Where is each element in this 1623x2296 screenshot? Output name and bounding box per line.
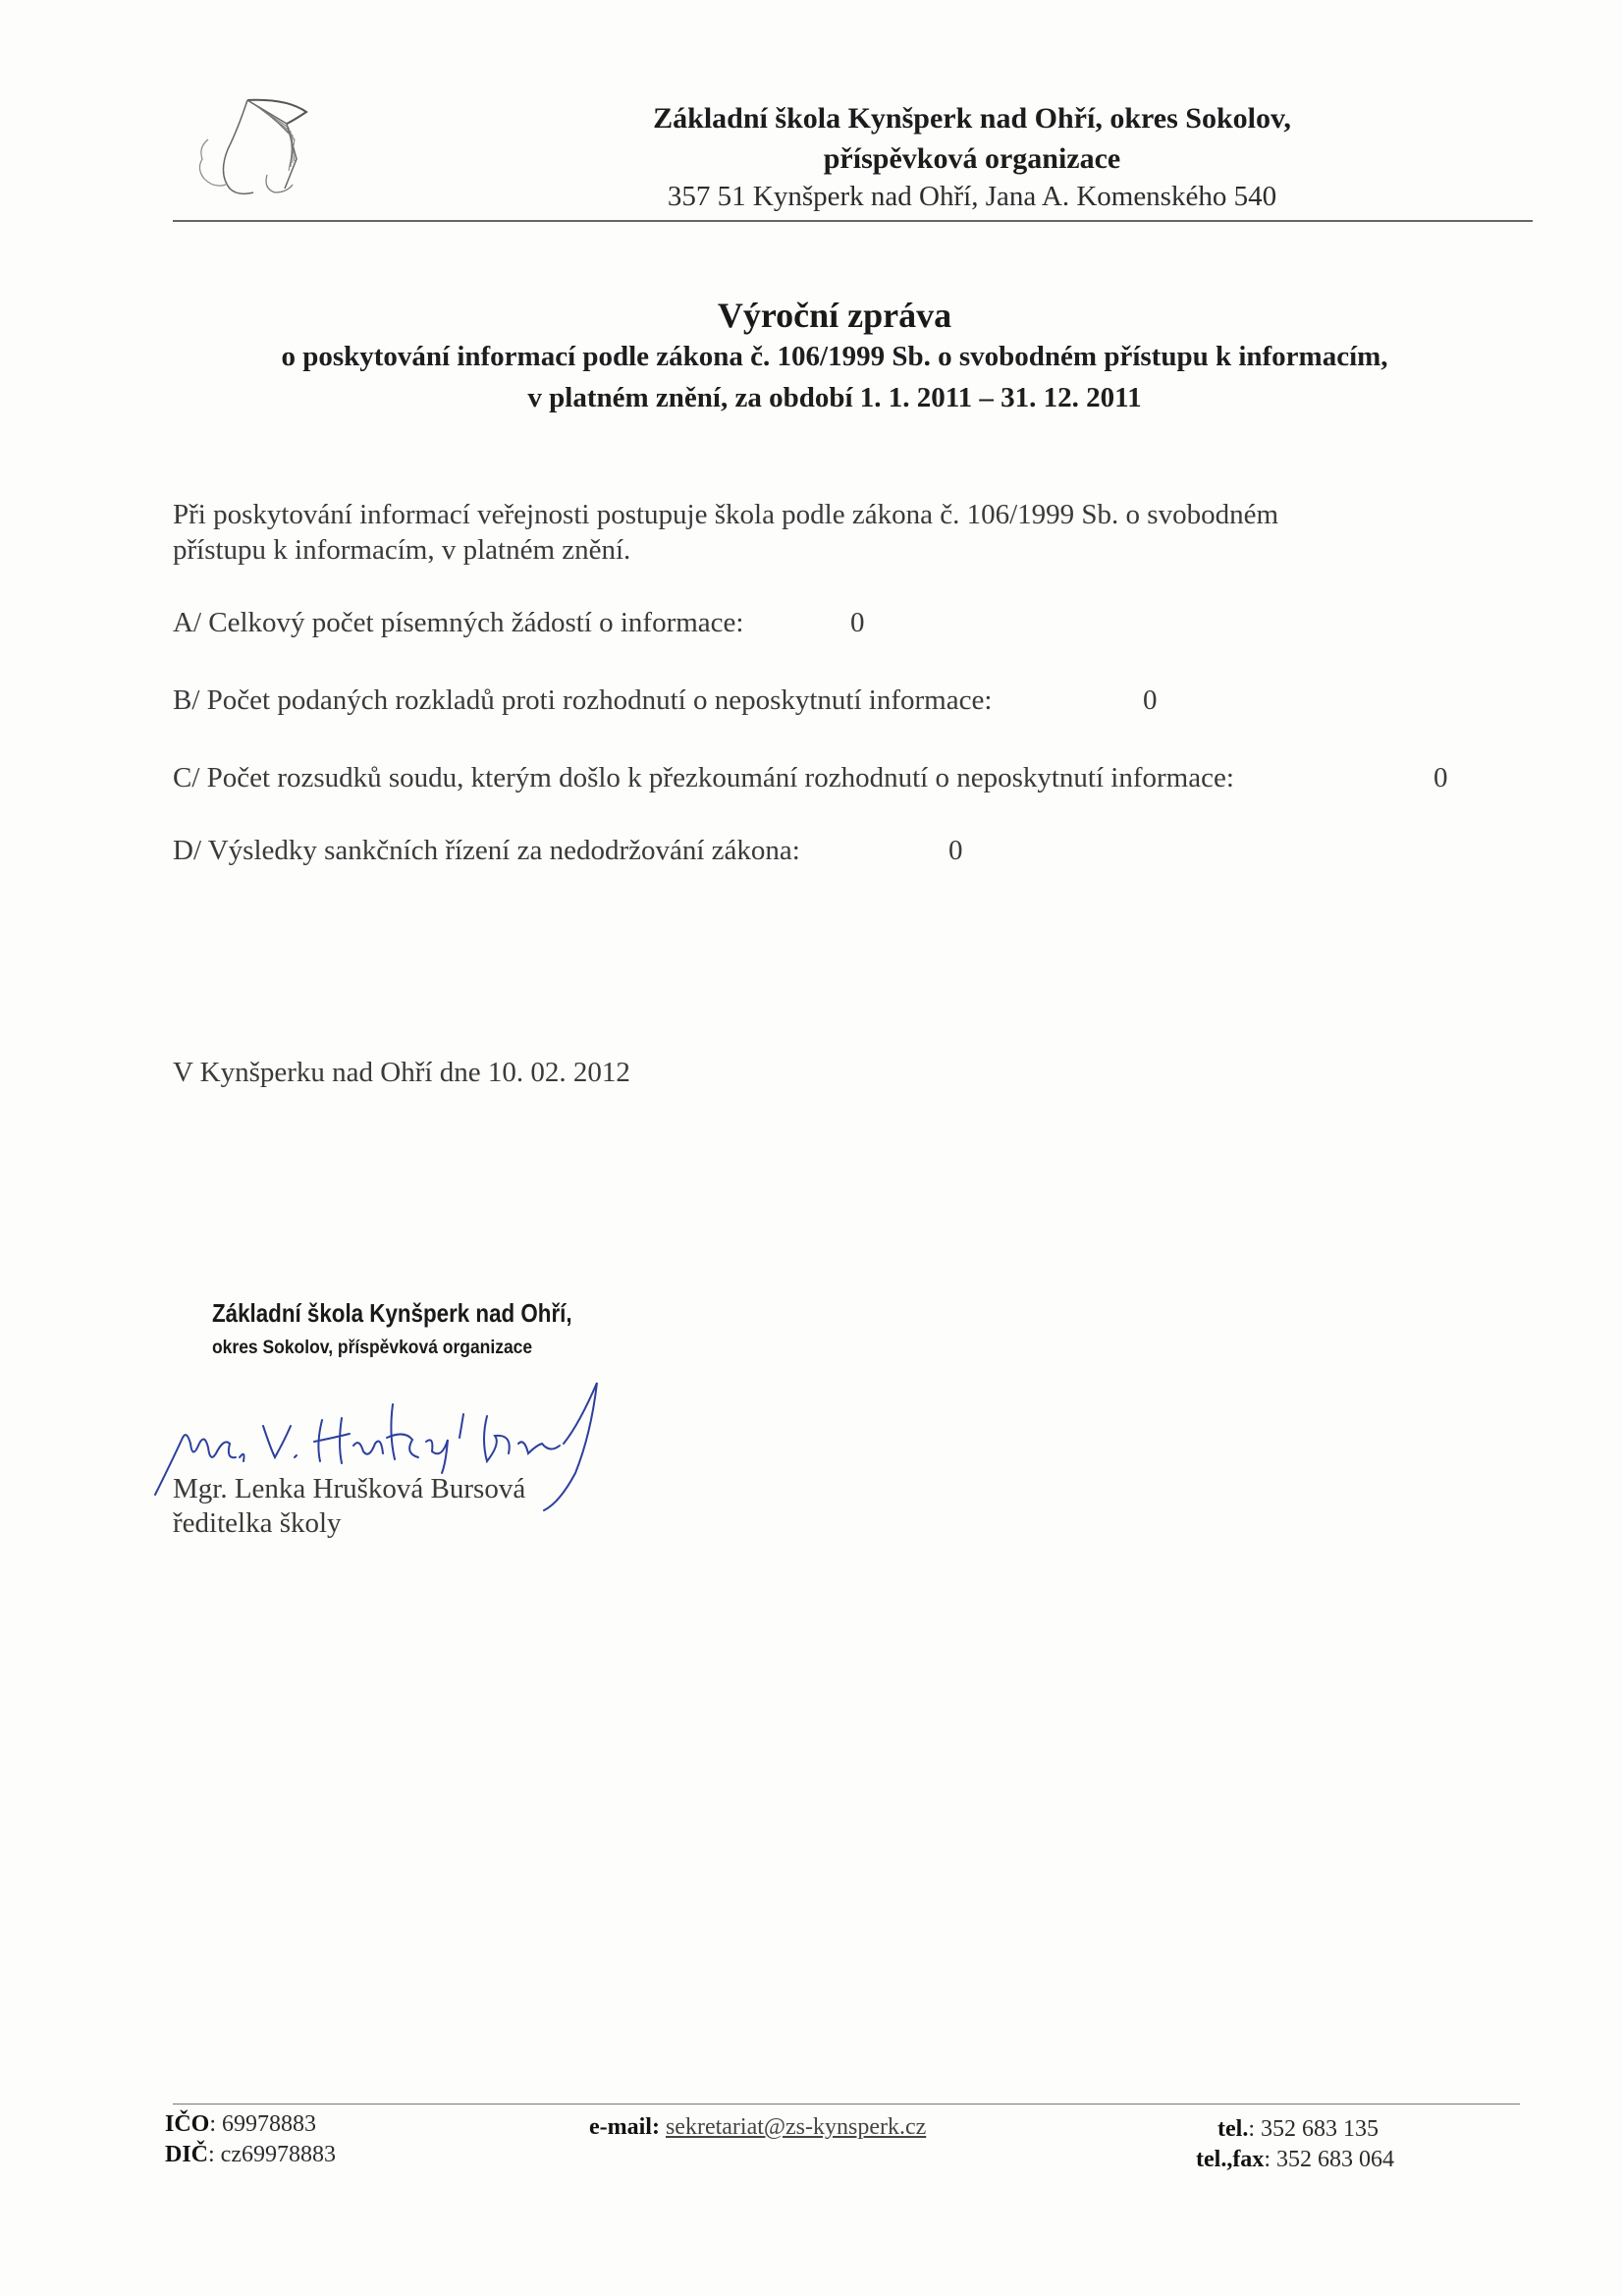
item-c-value: 0: [1434, 762, 1448, 793]
signatory-role: ředitelka školy: [173, 1507, 342, 1539]
telfax-value: : 352 683 064: [1264, 2147, 1394, 2172]
email-link[interactable]: sekretariat@zs-kynsperk.cz: [665, 2114, 927, 2140]
phone: [1217, 2116, 1379, 2143]
item-b-label: B/ Počet podaných rozkladů proti rozhodnutí o neposkytnutí informace:: [173, 684, 993, 716]
ico-label: IČO: [165, 2111, 210, 2137]
tel-value: : 352 683 135: [1248, 2116, 1379, 2142]
report-title: Výroční zpráva: [717, 296, 952, 335]
header-divider: [173, 220, 1533, 222]
item-c-label: C/ Počet rozsudků soudu, kterým došlo k přezkoumání rozhodnutí o neposkytnutí informace:: [173, 762, 1234, 793]
email-label: e-mail:: [589, 2114, 660, 2140]
ico: [165, 2111, 316, 2138]
item-a-label: A/ Celkový počet písemných žádostí o informace:: [173, 607, 744, 638]
ico-value: : 69978883: [209, 2111, 317, 2137]
intro-line1: Při poskytování informací veřejnosti postupuje škola podle zákona č. 106/1999 Sb. o svobodném: [173, 499, 1279, 530]
report-subtitle-line2: v platném znění, za období 1. 1. 2011 – 31. 12. 2011: [527, 382, 1142, 413]
report-subtitle-line1: o poskytování informací podle zákona č. 106/1999 Sb. o svobodném přístupu k informacím,: [281, 341, 1388, 372]
item-b-value: 0: [1143, 684, 1158, 716]
telfax-label: tel.,fax: [1196, 2147, 1265, 2172]
dic-label: DIČ: [165, 2142, 209, 2167]
school-address: 357 51 Kynšperk nad Ohří, Jana A. Komenského 540: [667, 181, 1277, 212]
item-d-label: D/ Výsledky sankčních řízení za nedodržování zákona:: [173, 835, 800, 866]
school-logo-icon: [169, 90, 326, 208]
stamp-line1: Základní škola Kynšperk nad Ohří,: [212, 1298, 572, 1328]
dic: [165, 2142, 336, 2168]
tel-label: tel.: [1217, 2116, 1249, 2142]
item-d-value: 0: [948, 835, 963, 866]
dic-value: : cz69978883: [208, 2142, 336, 2167]
email: [589, 2114, 926, 2141]
intro-line2: přístupu k informacím, v platném znění.: [173, 534, 631, 566]
phone-fax: [1196, 2147, 1394, 2173]
org-type: příspěvková organizace: [823, 142, 1121, 175]
footer-divider: [173, 2104, 1520, 2105]
item-a-value: 0: [850, 607, 865, 638]
school-name: Základní škola Kynšperk nad Ohří, okres Sokolov,: [653, 102, 1291, 135]
place-date: V Kynšperku nad Ohří dne 10. 02. 2012: [173, 1057, 630, 1088]
stamp-line2: okres Sokolov, příspěvková organizace: [212, 1338, 533, 1358]
signatory-name: Mgr. Lenka Hrušková Bursová: [173, 1473, 526, 1504]
